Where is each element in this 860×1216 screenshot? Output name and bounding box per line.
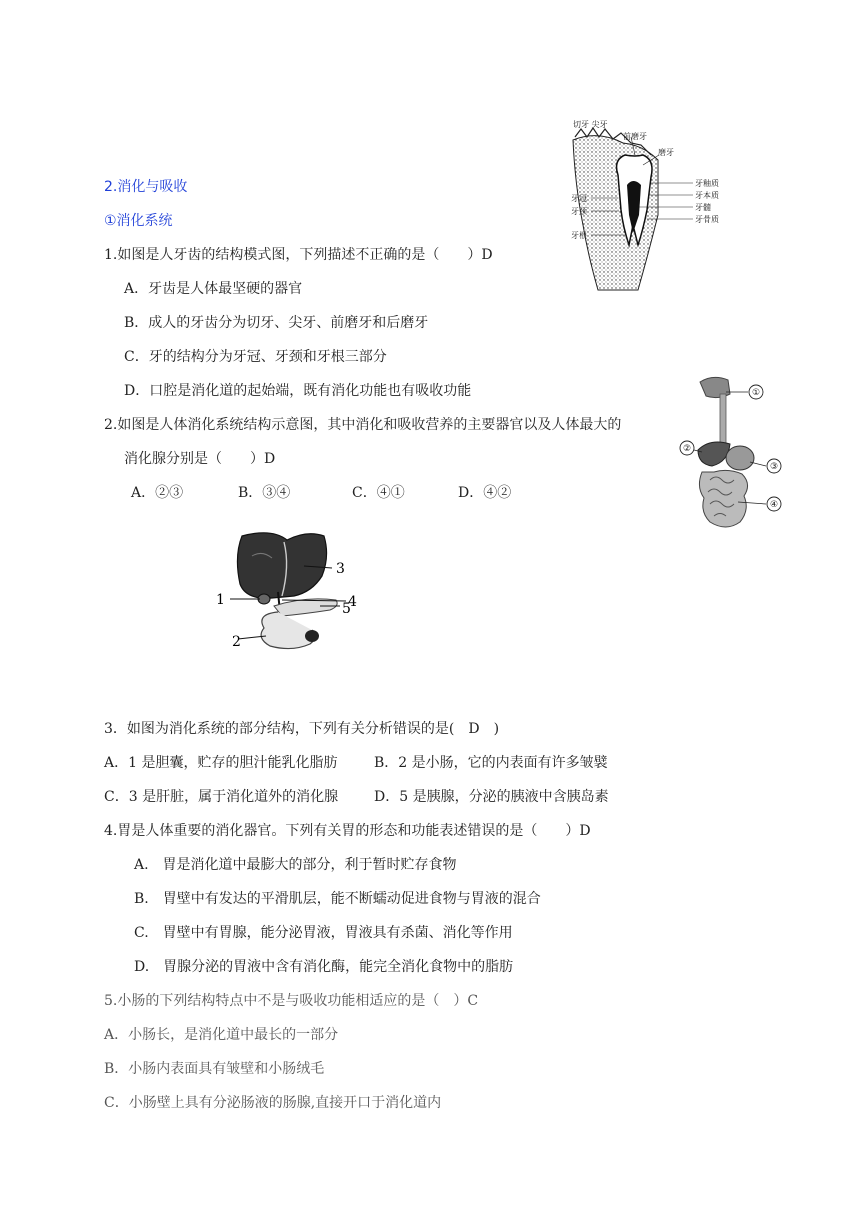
question-1-option-c: C．牙的结构分为牙冠、牙颈和牙根三部分 bbox=[124, 349, 387, 365]
organ-label-2: 2 bbox=[232, 634, 241, 650]
organ-label-3: 3 bbox=[336, 561, 345, 577]
tooth-label-premolar: 前磨牙 bbox=[623, 132, 647, 141]
organ-label-1: 1 bbox=[216, 592, 225, 608]
tooth-label-crown: 牙冠 bbox=[571, 194, 587, 203]
tooth-label-molar: 磨牙 bbox=[658, 148, 674, 157]
section-title: 2.消化与吸收 bbox=[104, 179, 188, 195]
question-2-stem-line1: 2.如图是人体消化系统结构示意图，其中消化和吸收营养的主要器官以及人体最大的 bbox=[104, 417, 622, 433]
question-2-option-d: D．④② bbox=[458, 485, 512, 501]
tooth-structure-figure bbox=[563, 115, 738, 295]
question-5-option-b: B．小肠内表面具有皱壁和小肠绒毛 bbox=[104, 1061, 325, 1077]
section-subtitle: ①消化系统 bbox=[104, 213, 173, 229]
question-3-option-a: A．1 是胆囊，贮存的胆汁能乳化脂肪 bbox=[104, 755, 338, 771]
liver-pancreas-figure bbox=[212, 526, 362, 666]
tooth-label-incisor-canine: 切牙 尖牙 bbox=[573, 120, 608, 129]
question-4-option-c: C. 胃壁中有胃腺，能分泌胃液，胃液具有杀菌、消化等作用 bbox=[134, 925, 513, 941]
digestive-label-2: ② bbox=[682, 444, 692, 454]
question-5-stem: 5.小肠的下列结构特点中不是与吸收功能相适应的是（ ）C bbox=[104, 993, 479, 1009]
tooth-label-root: 牙根 bbox=[571, 231, 587, 240]
question-2-option-c: C．④① bbox=[352, 485, 405, 501]
question-5-option-a: A．小肠长，是消化道中最长的一部分 bbox=[104, 1027, 339, 1043]
question-1-stem: 1.如图是人牙齿的结构模式图，下列描述不正确的是（ ）D bbox=[104, 247, 493, 263]
question-4-stem: 4.胃是人体重要的消化器官。下列有关胃的形态和功能表述错误的是（ ）D bbox=[104, 823, 591, 839]
question-2-option-b: B．③④ bbox=[238, 485, 291, 501]
tooth-label-dentin: 牙本质 bbox=[695, 191, 719, 200]
organ-label-5: 5 bbox=[342, 601, 351, 617]
tooth-label-enamel: 牙釉质 bbox=[695, 179, 719, 188]
question-1-option-a: A．牙齿是人体最坚硬的器官 bbox=[124, 281, 303, 297]
question-2-stem-line2: 消化腺分别是（ ）D bbox=[124, 451, 276, 467]
question-3-option-c: C．3 是肝脏，属于消化道外的消化腺 bbox=[104, 789, 339, 805]
question-4-option-d: D. 胃腺分泌的胃液中含有消化酶，能完全消化食物中的脂肪 bbox=[134, 959, 514, 975]
tooth-label-cementum: 牙骨质 bbox=[695, 215, 719, 224]
question-1-option-d: D．口腔是消化道的起始端，既有消化功能也有吸收功能 bbox=[124, 383, 472, 399]
question-2-option-a: A．②③ bbox=[131, 485, 184, 501]
question-5-option-c: C．小肠壁上具有分泌肠液的肠腺,直接开口于消化道内 bbox=[104, 1095, 442, 1111]
question-3-option-b: B．2 是小肠，它的内表面有许多皱襞 bbox=[374, 755, 608, 771]
question-3-stem: 3．如图为消化系统的部分结构，下列有关分析错误的是( D ) bbox=[104, 721, 500, 737]
question-3-option-d: D．5 是胰腺，分泌的胰液中含胰岛素 bbox=[374, 789, 609, 805]
question-1-option-b: B．成人的牙齿分为切牙、尖牙、前磨牙和后磨牙 bbox=[124, 315, 429, 331]
digestive-label-4: ④ bbox=[769, 500, 779, 510]
digestive-label-3: ③ bbox=[769, 462, 779, 472]
digestive-label-1: ① bbox=[751, 388, 761, 398]
tooth-label-pulp: 牙髓 bbox=[695, 203, 711, 212]
digestive-system-figure bbox=[678, 372, 788, 542]
question-4-option-a: A. 胃是消化道中最膨大的部分，利于暂时贮存食物 bbox=[134, 857, 457, 873]
question-4-option-b: B. 胃壁中有发达的平滑肌层，能不断蠕动促进食物与胃液的混合 bbox=[134, 891, 541, 907]
tooth-label-neck: 牙颈 bbox=[571, 207, 587, 216]
organ-label-4: 4 bbox=[348, 594, 357, 610]
